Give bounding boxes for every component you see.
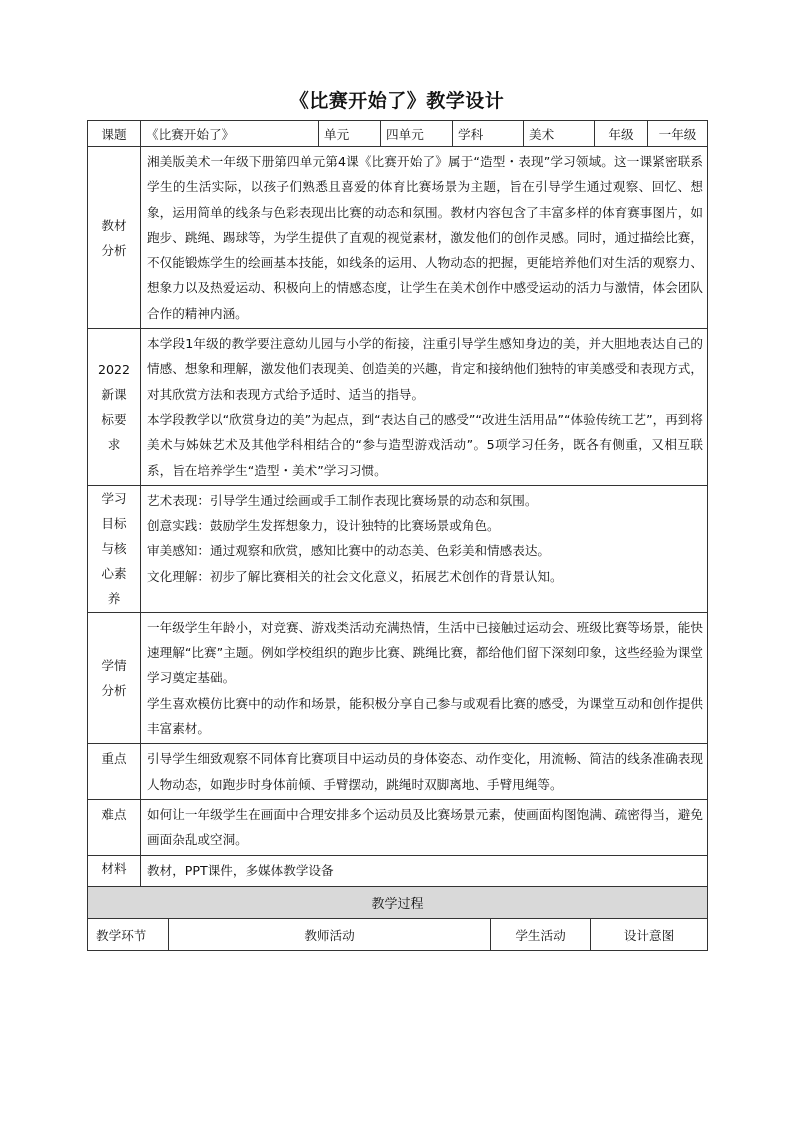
row-curriculum-requirements xyxy=(88,329,708,486)
row-label: 材料 xyxy=(88,855,141,906)
header-row xyxy=(88,121,708,147)
column-header: 学生活动 xyxy=(491,919,591,951)
grade-value: 一年级 xyxy=(648,121,708,147)
topic-label: 课题 xyxy=(88,121,141,147)
lesson-plan-table xyxy=(87,120,708,907)
process-header-row xyxy=(88,919,708,951)
topic-value: 《比赛开始了》 xyxy=(141,121,319,147)
row-content: 艺术表现：引导学生通过绘画或手工制作表现比赛场景的动态和氛围。 创意实践：鼓励学生发挥想象力，设计独特的比赛场景或角色。 审美感知：通过观察和欣赏，感知比赛中的动态美、色彩美和情感表达。 文化理解：初步了解比赛相关的社会文化意义，拓展艺术创作的背景认知。 xyxy=(141,485,708,612)
row-content: 引导学生细致观察不同体育比赛项目中运动员的身体姿态、动作变化，用流畅、简洁的线条准确表现人物动态，如跑步时身体前倾、手臂摆动，跳绳时双脚离地、手臂甩绳等。 xyxy=(141,744,708,800)
row-key-points xyxy=(88,744,708,800)
row-content: 本学段1年级的教学要注意幼儿园与小学的衔接，注重引导学生感知身边的美，并大胆地表达自己的情感、想象和理解，激发他们表现美、创造美的兴趣，肯定和接纳他们独特的审美感受和表现方式，对其欣赏方法和表现方式给予适时、适当的指导。 本学段教学以“欣赏身边的美”为起点，到“表达自己的感受”“改进生活用品”“体验传统工艺”，再到将美术与姊妹艺术及其他学科相结合的“参与造型游戏活动”。5项学习任务，既各有侧重，又相互联系，旨在培养学生“造型・美术”学习习惯。 xyxy=(141,329,708,486)
row-label: 重点 xyxy=(88,744,141,800)
row-content: 教材，PPT课件，多媒体教学设备 xyxy=(141,855,708,906)
unit-value: 四单元 xyxy=(381,121,453,147)
row-label: 教材 分析 xyxy=(88,147,141,329)
page-title: 《比赛开始了》教学设计 xyxy=(289,90,505,112)
teaching-process-table xyxy=(87,886,708,951)
row-content: 湘美版美术一年级下册第四单元第4课《比赛开始了》属于“造型・表现”学习领域。这一课紧密联系学生的生活实际，以孩子们熟悉且喜爱的体育比赛场景为主题，旨在引导学生通过观察、回忆、想象，运用简单的线条与色彩表现出比赛的动态和氛围。教材内容包含了丰富多样的体育赛事图片，如跑步、跳绳、踢球等，为学生提供了直观的视觉素材，激发他们的创作灵感。同时，通过描绘比赛，不仅能锻炼学生的绘画基本技能，如线条的运用、人物动态的把握，更能培养他们对生活的观察力、想象力以及热爱运动、积极向上的情感态度，让学生在美术创作中感受运动的活力与激情，体会团队合作的精神内涵。 xyxy=(141,147,708,329)
row-label: 难点 xyxy=(88,799,141,855)
row-label: 学习 目标 与核 心素 养 xyxy=(88,485,141,612)
grade-label: 年级 xyxy=(595,121,648,147)
row-learning-goals xyxy=(88,485,708,612)
column-header: 教师活动 xyxy=(169,919,491,951)
subject-label: 学科 xyxy=(453,121,524,147)
column-header: 设计意图 xyxy=(591,919,708,951)
process-title: 教学过程 xyxy=(88,887,708,919)
row-student-analysis xyxy=(88,612,708,743)
row-textbook-analysis xyxy=(88,147,708,329)
subject-value: 美术 xyxy=(524,121,595,147)
row-content: 一年级学生年龄小，对竞赛、游戏类活动充满热情，生活中已接触过运动会、班级比赛等场景，能快速理解“比赛”主题。例如学校组织的跑步比赛、跳绳比赛，都给他们留下深刻印象，这些经验为课堂学习奠定基础。 学生喜欢模仿比赛中的动作和场景，能积极分享自己参与或观看比赛的感受，为课堂互动和创作提供丰富素材。 xyxy=(141,612,708,743)
row-difficulties xyxy=(88,799,708,855)
column-header: 教学环节 xyxy=(88,919,169,951)
row-label: 2022 新课 标要 求 xyxy=(88,329,141,486)
process-title-row xyxy=(88,887,708,919)
unit-label: 单元 xyxy=(319,121,381,147)
row-content: 如何让一年级学生在画面中合理安排多个运动员及比赛场景元素，使画面构图饱满、疏密得当，避免画面杂乱或空洞。 xyxy=(141,799,708,855)
row-label: 学情 分析 xyxy=(88,612,141,743)
